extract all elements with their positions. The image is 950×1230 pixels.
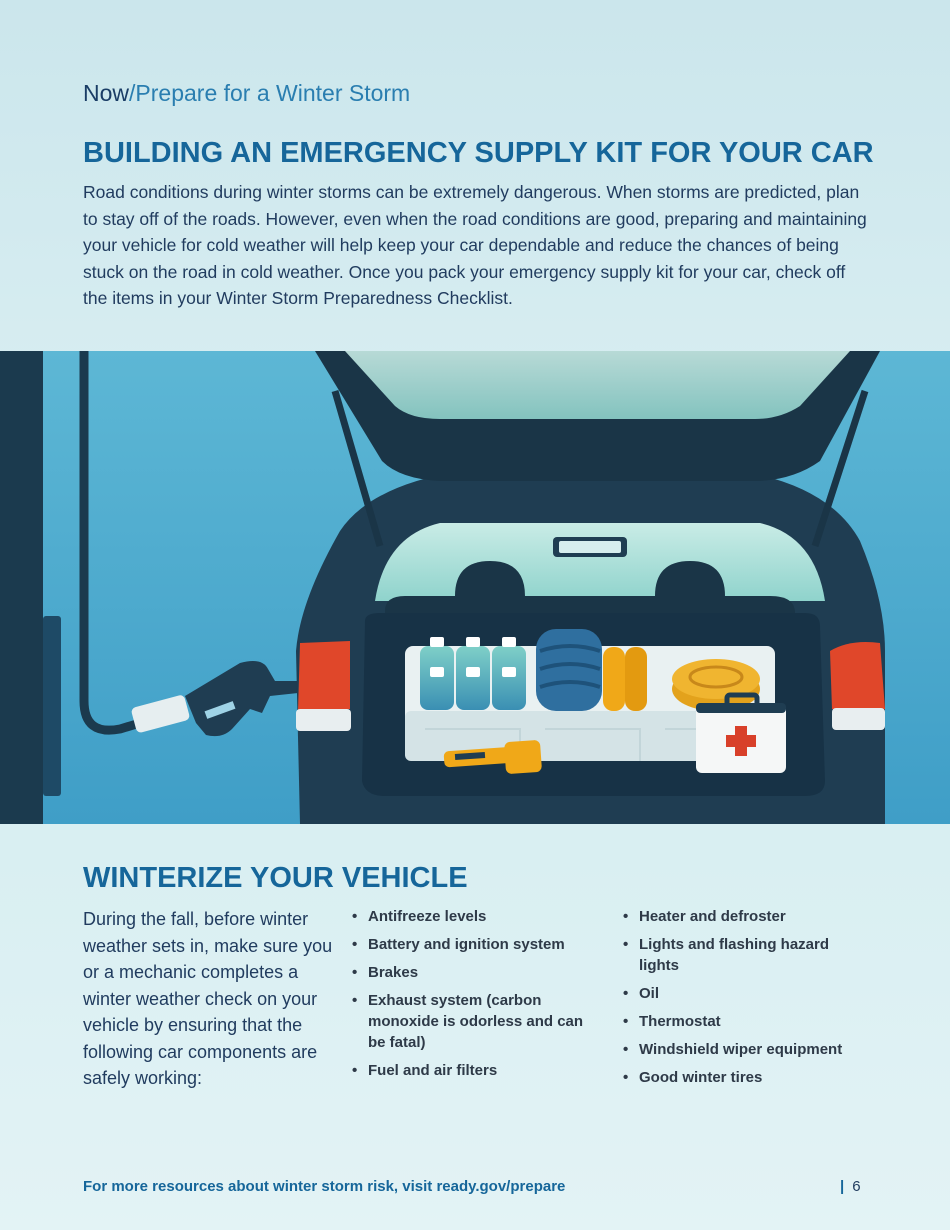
list-item: • Fuel and air filters [352, 1060, 592, 1081]
list-item: • Brakes [352, 962, 592, 983]
list-item: • Oil [623, 983, 863, 1004]
list-item: • Thermostat [623, 1011, 863, 1032]
list-item: • Heater and defroster [623, 906, 863, 927]
resources-footer-link[interactable]: For more resources about winter storm risk, visit ready.gov/prepare [83, 1178, 566, 1195]
page-number-value: 6 [852, 1178, 861, 1195]
page-title: BUILDING AN EMERGENCY SUPPLY KIT FOR YOUR CAR [83, 137, 874, 169]
section-eyebrow [83, 80, 410, 107]
winterize-title: WINTERIZE YOUR VEHICLE [83, 862, 468, 894]
eyebrow-title: /Prepare for a Winter Storm [129, 80, 411, 106]
blanket-icon [536, 629, 602, 711]
list-item: • Lights and flashing hazard lights [623, 934, 863, 976]
list-item: • Windshield wiper equipment [623, 1039, 863, 1060]
vehicle-checklist-column-a [352, 906, 592, 1088]
eyebrow-now: Now [83, 80, 130, 106]
car-emergency-kit-illustration [0, 351, 950, 824]
list-item: • Antifreeze levels [352, 906, 592, 927]
water-bottles-icon [420, 637, 526, 710]
vehicle-checklist-column-b [623, 906, 863, 1095]
page-divider: | [840, 1178, 845, 1195]
list-item: • Exhaust system (carbon monoxide is odorless and can be fatal) [352, 990, 592, 1053]
intro-paragraph: Road conditions during winter storms can be extremely dangerous. When storms are predicted, plan to stay off of the roads. However, even when the road conditions are good, preparing and maintaining your vehicle for cold weather will help keep your car dependable and reduce the chances of being stuck on the road in cold weather. Once you pack your emergency supply kit for your car, check off the items in your Winter Storm Preparedness Checklist. [83, 182, 867, 308]
winterize-lead-paragraph: During the fall, before winter weather sets in, make sure you or a mechanic completes a winter weather check on your vehicle by ensuring that the following car components are safely working: [83, 909, 333, 1088]
page-number [840, 1178, 861, 1195]
list-item: • Battery and ignition system [352, 934, 592, 955]
first-aid-kit-icon [696, 695, 786, 773]
list-item: • Good winter tires [623, 1067, 863, 1088]
